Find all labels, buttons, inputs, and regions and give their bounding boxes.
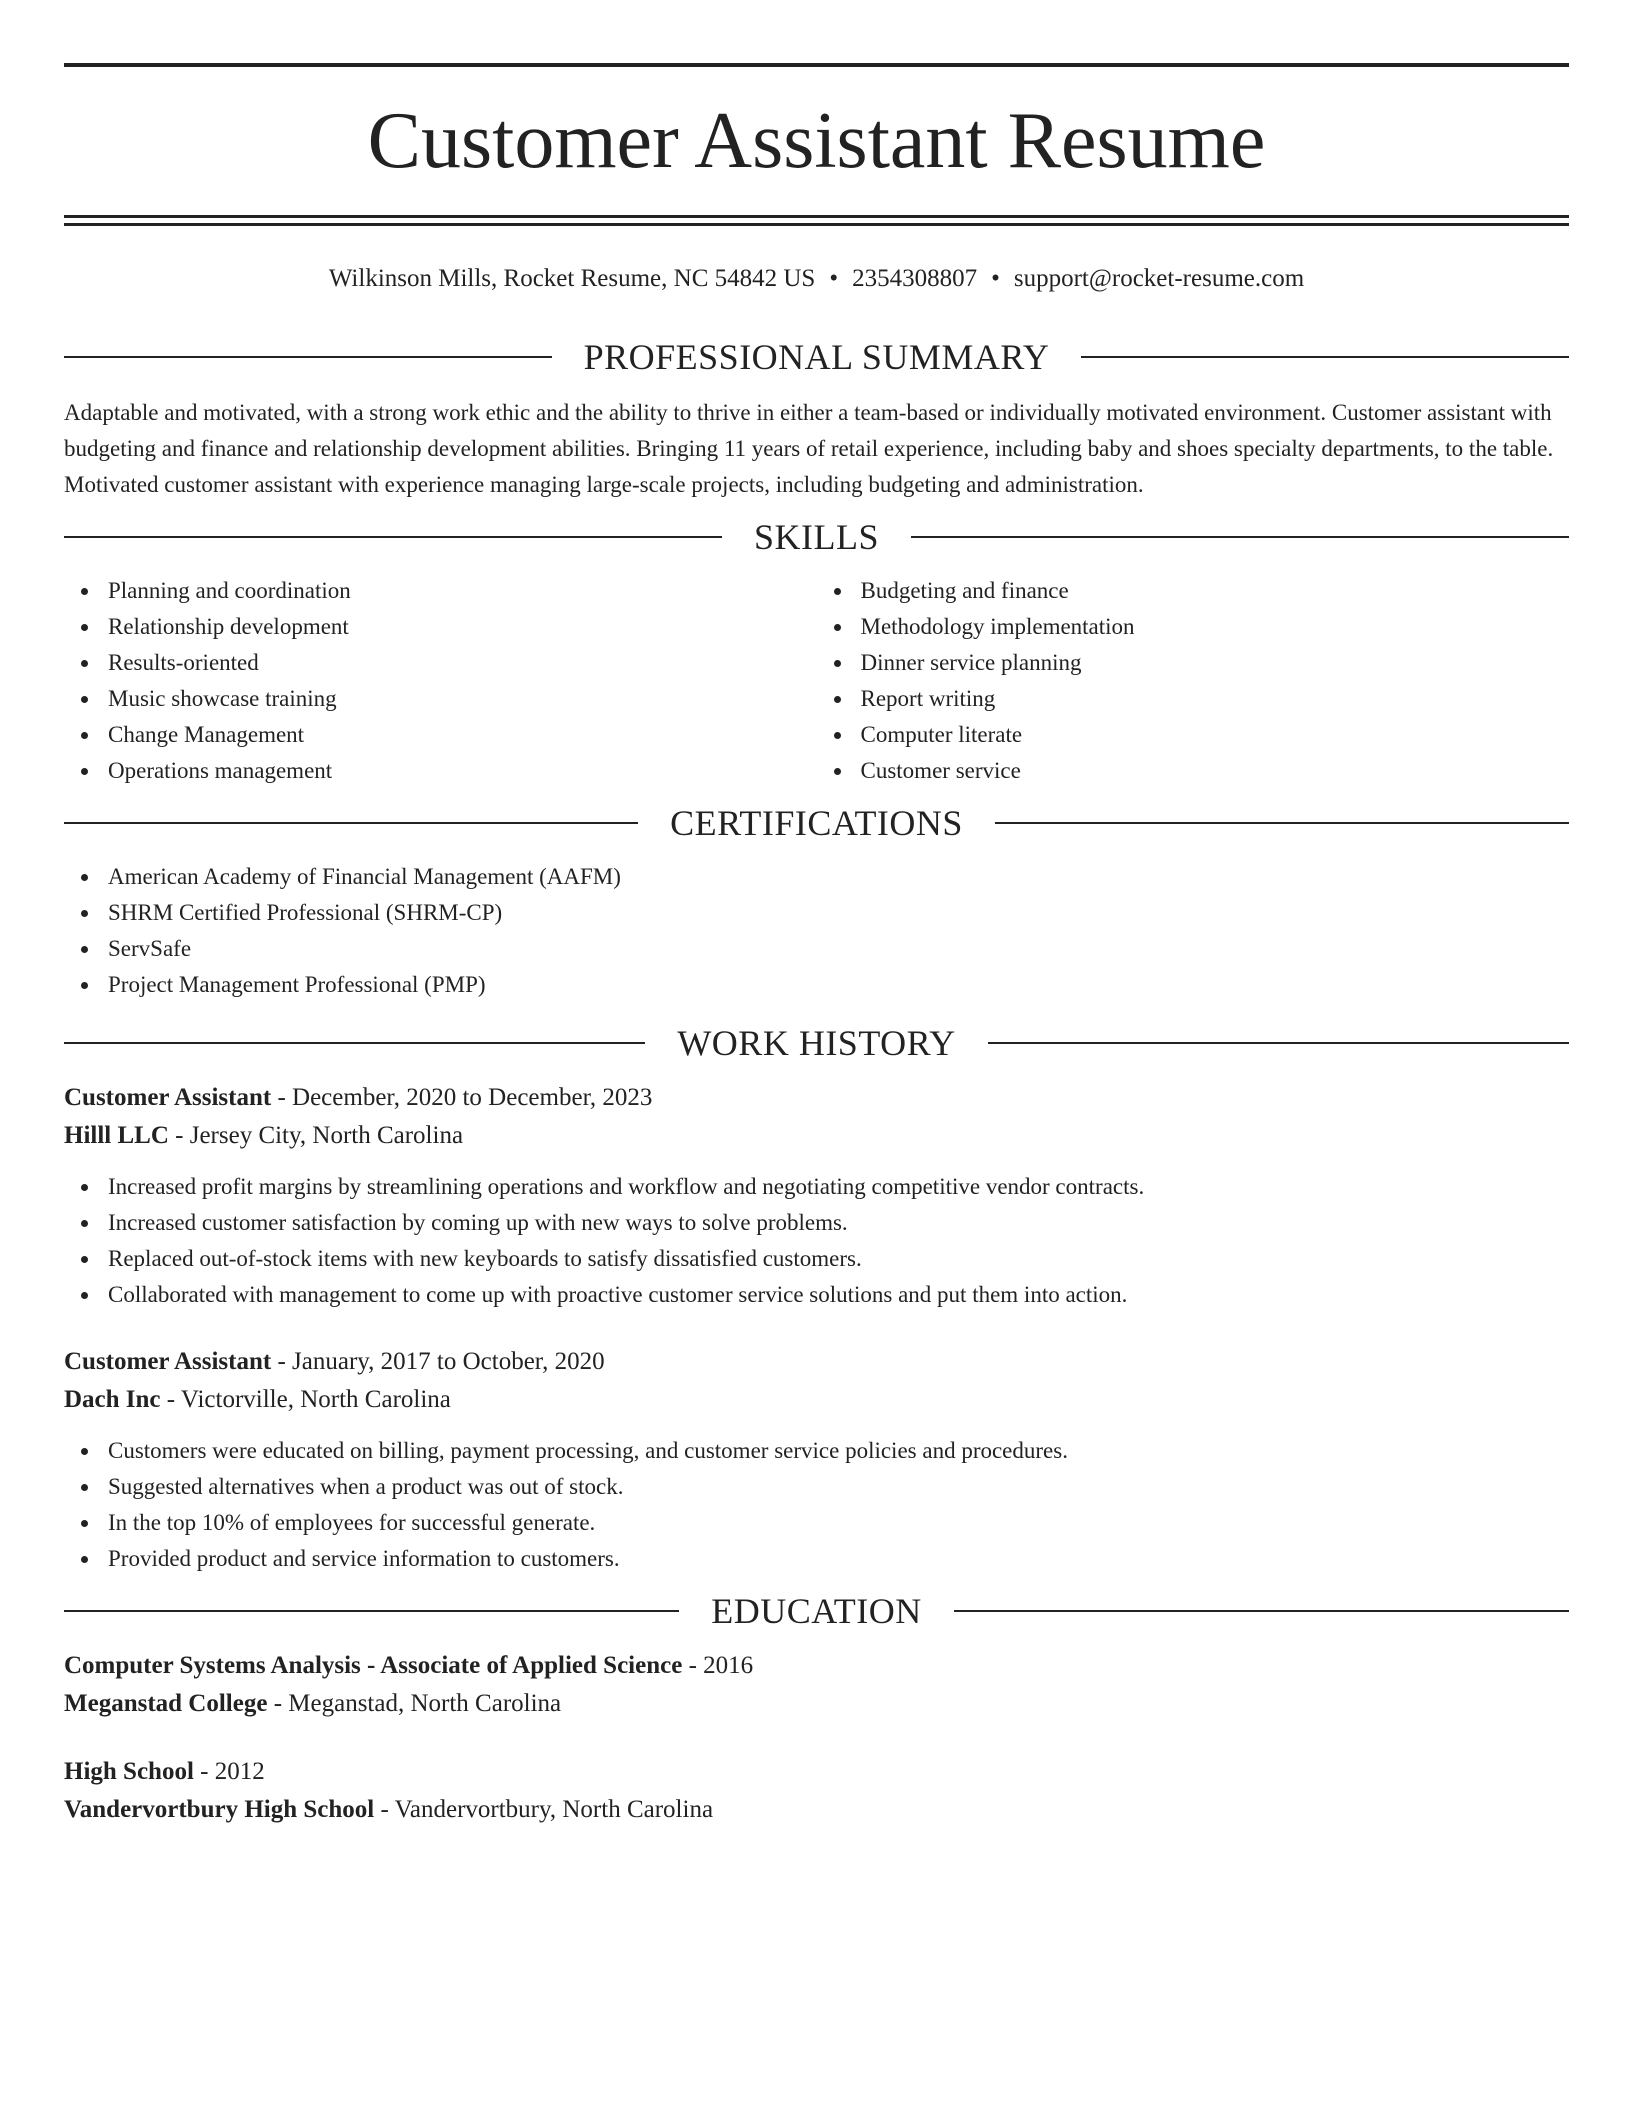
section-header-summary [64,337,1569,377]
job-title-line [64,1079,1569,1117]
section-header-skills [64,517,1569,557]
contact-line [64,264,1569,294]
job-bullet: Increased profit margins by streamlining operations and workflow and negotiating competitive vendor contracts. [64,1169,1569,1205]
skill-item: Methodology implementation [817,609,1570,645]
title-double-rule [64,215,1569,226]
contact-email: support@rocket-resume.com [1013,265,1305,292]
education-degree-line [64,1647,1569,1685]
divider-line [64,1610,679,1612]
job-entry [64,1343,1569,1577]
contact-address: Wilkinson Mills, Rocket Resume, NC 54842 US [328,265,816,292]
skill-item: Operations management [64,753,817,789]
job-location: - Jersey City, North Carolina [168,1122,464,1149]
divider-line [64,822,638,824]
divider-line [995,822,1569,824]
job-dates: - December, 2020 to December, 2023 [271,1084,653,1111]
section-header-certifications [64,803,1569,843]
education-year: - 2012 [193,1758,265,1785]
section-title-education: EDUCATION [711,1591,922,1631]
skill-item: Computer literate [817,717,1570,753]
skill-item: Dinner service planning [817,645,1570,681]
certification-item: ServSafe [64,931,1569,967]
education-school: Vandervortbury High School [64,1796,375,1823]
job-dates: - January, 2017 to October, 2020 [271,1348,605,1375]
skill-item: Report writing [817,681,1570,717]
certification-item: Project Management Professional (PMP) [64,967,1569,1003]
job-company-line [64,1381,1569,1419]
section-title-summary: PROFESSIONAL SUMMARY [583,337,1050,377]
section-title-certifications: CERTIFICATIONS [670,803,963,843]
job-company: Hilll LLC [64,1122,169,1149]
certification-item: American Academy of Financial Management (AAFM) [64,859,1569,895]
divider-line [64,1042,645,1044]
section-header-work [64,1023,1569,1063]
page-title: Customer Assistant Resume [367,97,1266,185]
job-bullet: Suggested alternatives when a product was out of stock. [64,1469,1569,1505]
education-entry [64,1753,1569,1829]
education-school-line [64,1685,1569,1723]
skill-item: Budgeting and finance [817,573,1570,609]
job-bullet: Increased customer satisfaction by coming up with new ways to solve problems. [64,1205,1569,1241]
skills-column-left [64,573,817,789]
certification-item: SHRM Certified Professional (SHRM-CP) [64,895,1569,931]
skill-item: Results-oriented [64,645,817,681]
contact-separator: • [829,265,839,292]
divider-line [1081,356,1569,358]
education-location: - Meganstad, North Carolina [267,1690,562,1717]
divider-line [64,356,552,358]
job-title: Customer Assistant [64,1084,272,1111]
job-bullets [64,1169,1569,1313]
job-title-line [64,1343,1569,1381]
certifications-list [64,859,1569,1003]
divider-line [954,1610,1569,1612]
job-bullet: In the top 10% of employees for successful generate. [64,1505,1569,1541]
job-bullet: Collaborated with management to come up with proactive customer service solutions and put them into action. [64,1277,1569,1313]
job-location: - Victorville, North Carolina [160,1386,451,1413]
education-school-line [64,1791,1569,1829]
job-bullet: Replaced out-of-stock items with new keyboards to satisfy dissatisfied customers. [64,1241,1569,1277]
section-header-education [64,1591,1569,1631]
summary-paragraph: Adaptable and motivated, with a strong work ethic and the ability to thrive in either a team-based or individually motivated environment. Customer assistant with budgeting and finance and relationship development abilities. Bringing 11 years of retail experience, including baby and shoes specialty departments, to the table. Motivated customer assistant with experience managing large-scale projects, including budgeting and administration. [64,400,1554,497]
job-bullet: Provided product and service information to customers. [64,1541,1569,1577]
education-degree: Computer Systems Analysis - Associate of Applied Science [64,1652,683,1679]
divider-line [988,1042,1569,1044]
skill-item: Relationship development [64,609,817,645]
contact-separator: • [991,265,1000,292]
skill-item: Planning and coordination [64,573,817,609]
divider-line [911,536,1569,538]
education-degree-line [64,1753,1569,1791]
skills-list [64,573,1569,789]
skill-item: Music showcase training [64,681,817,717]
divider-line [64,536,722,538]
contact-phone: 2354308807 [852,265,978,292]
skills-column-right [817,573,1570,789]
education-entry [64,1647,1569,1723]
education-location: - Vandervortbury, North Carolina [374,1796,714,1823]
section-title-skills: SKILLS [754,517,880,557]
education-school: Meganstad College [64,1690,268,1717]
resume-page [64,63,1569,1829]
job-bullets [64,1433,1569,1577]
skill-item: Change Management [64,717,817,753]
job-company-line [64,1117,1569,1155]
job-bullet: Customers were educated on billing, payment processing, and customer service policies and procedures. [64,1433,1569,1469]
education-degree: High School [64,1758,194,1785]
job-entry [64,1079,1569,1313]
section-title-work: WORK HISTORY [677,1023,956,1063]
job-title: Customer Assistant [64,1348,272,1375]
job-company: Dach Inc [64,1386,161,1413]
skill-item: Customer service [817,753,1570,789]
top-rule [64,63,1569,67]
education-year: - 2016 [682,1652,754,1679]
